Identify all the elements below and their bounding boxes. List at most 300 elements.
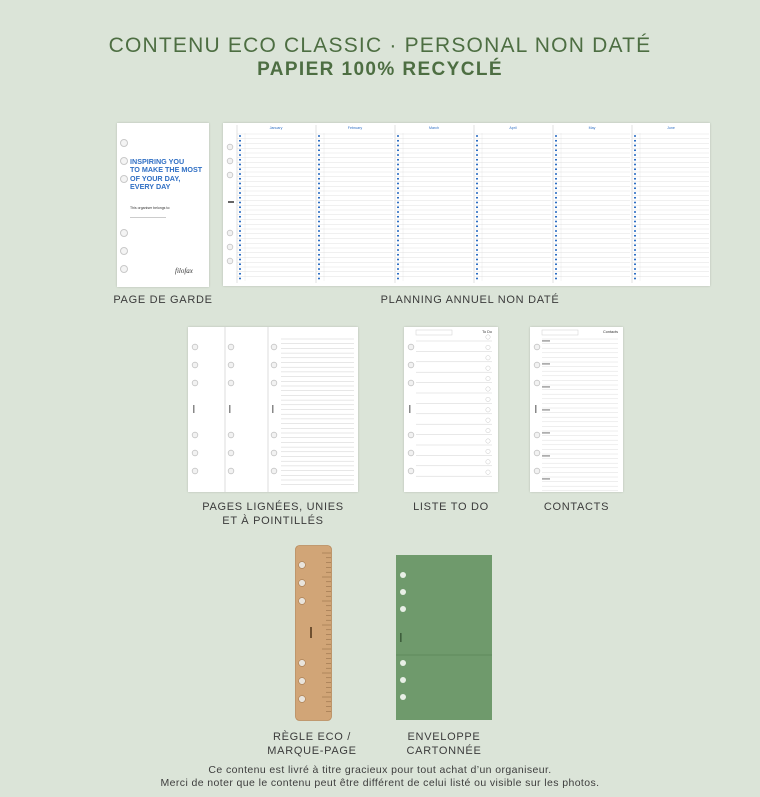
day-number — [555, 225, 557, 227]
day-number — [397, 192, 399, 194]
day-number — [634, 168, 636, 170]
day-number — [397, 164, 399, 166]
day-number — [476, 235, 478, 237]
day-number — [318, 192, 320, 194]
day-number — [634, 235, 636, 237]
day-number — [318, 168, 320, 170]
day-number — [476, 178, 478, 180]
day-number — [634, 149, 636, 151]
ruler-hole — [299, 678, 306, 685]
day-number — [397, 221, 399, 223]
day-number — [397, 168, 399, 170]
punch-hole — [271, 450, 277, 456]
day-number — [555, 268, 557, 270]
punch-hole — [228, 380, 234, 386]
day-number — [476, 254, 478, 256]
day-number — [555, 278, 557, 280]
day-number — [555, 211, 557, 213]
day-number — [397, 202, 399, 204]
day-number — [555, 154, 557, 156]
day-number — [318, 159, 320, 161]
day-number — [555, 230, 557, 232]
day-number — [634, 230, 636, 232]
day-number — [555, 273, 557, 275]
day-number — [397, 135, 399, 137]
day-number — [397, 197, 399, 199]
filofax-logo — [535, 405, 537, 413]
punch-hole — [227, 230, 233, 236]
day-number — [476, 278, 478, 280]
filofax-logo — [272, 405, 274, 413]
day-number — [634, 145, 636, 147]
day-number — [634, 259, 636, 261]
envelope-graphic — [396, 555, 492, 720]
day-number — [476, 140, 478, 142]
ruler-caption: RÈGLE ECO / MARQUE-PAGE — [267, 731, 357, 757]
todo-checkbox — [486, 470, 490, 474]
day-number — [239, 225, 241, 227]
punch-hole — [534, 450, 540, 456]
day-number — [634, 225, 636, 227]
day-number — [555, 244, 557, 246]
day-number — [555, 192, 557, 194]
punch-hole — [227, 144, 233, 150]
day-number — [555, 216, 557, 218]
punch-hole — [227, 158, 233, 164]
filofax-logo: filofax — [175, 267, 193, 275]
day-number — [239, 235, 241, 237]
month-label: January — [269, 126, 283, 130]
day-number — [397, 249, 399, 251]
day-number — [397, 206, 399, 208]
day-number — [555, 221, 557, 223]
day-number — [476, 273, 478, 275]
day-number — [239, 135, 241, 137]
day-number — [239, 149, 241, 151]
contact-field-label — [542, 386, 550, 387]
day-number — [239, 273, 241, 275]
day-number — [239, 140, 241, 142]
todo-checkbox — [486, 439, 490, 443]
day-number — [239, 254, 241, 256]
day-number — [239, 211, 241, 213]
owner-label: This organiser belongs to: — [130, 206, 171, 210]
day-number — [318, 140, 320, 142]
todo-checkbox — [486, 397, 490, 401]
day-number — [476, 225, 478, 227]
day-number — [555, 159, 557, 161]
day-number — [634, 263, 636, 265]
day-number — [634, 202, 636, 204]
punch-hole — [228, 468, 234, 474]
day-number — [397, 145, 399, 147]
punch-hole — [534, 380, 540, 386]
day-number — [634, 154, 636, 156]
day-number — [634, 211, 636, 213]
month-label: February — [347, 126, 363, 130]
day-number — [634, 178, 636, 180]
day-number — [397, 268, 399, 270]
day-number — [476, 154, 478, 156]
day-number — [239, 197, 241, 199]
day-number — [476, 149, 478, 151]
day-number — [476, 259, 478, 261]
day-number — [476, 268, 478, 270]
month-label: March — [429, 126, 439, 130]
day-number — [555, 173, 557, 175]
day-number — [239, 244, 241, 246]
ruler-hole — [299, 562, 306, 569]
day-number — [634, 273, 636, 275]
day-number — [634, 244, 636, 246]
day-number — [555, 249, 557, 251]
day-number — [397, 230, 399, 232]
day-number — [239, 249, 241, 251]
day-number — [397, 183, 399, 185]
day-number — [239, 202, 241, 204]
todo-checkbox — [486, 356, 490, 360]
day-number — [634, 192, 636, 194]
day-number — [318, 202, 320, 204]
day-number — [318, 216, 320, 218]
year-planner-caption: PLANNING ANNUEL NON DATÉ — [380, 294, 560, 306]
day-number — [397, 259, 399, 261]
day-number — [318, 135, 320, 137]
contacts-header: Contacts — [603, 330, 618, 334]
day-number — [318, 263, 320, 265]
contact-field-label — [542, 455, 550, 456]
day-number — [476, 230, 478, 232]
punch-hole — [227, 244, 233, 250]
todo-checkbox — [486, 460, 490, 464]
day-number — [634, 240, 636, 242]
day-number — [555, 263, 557, 265]
day-number — [476, 211, 478, 213]
day-number — [555, 197, 557, 199]
day-number — [397, 273, 399, 275]
day-number — [634, 164, 636, 166]
contacts-lines — [530, 327, 623, 492]
day-number — [239, 206, 241, 208]
ruler-hole — [299, 598, 306, 605]
punch-hole — [271, 468, 277, 474]
day-number — [634, 206, 636, 208]
day-number — [318, 211, 320, 213]
day-number — [476, 240, 478, 242]
day-number — [476, 159, 478, 161]
day-number — [239, 240, 241, 242]
day-number — [397, 244, 399, 246]
ruler-hole — [299, 660, 306, 667]
day-number — [397, 235, 399, 237]
day-number — [555, 149, 557, 151]
day-number — [634, 183, 636, 185]
month-label: June — [667, 126, 675, 130]
punch-hole — [192, 380, 198, 386]
day-number — [397, 154, 399, 156]
ruler-body — [296, 546, 332, 721]
todo-checkbox — [486, 428, 490, 432]
day-number — [318, 197, 320, 199]
day-number — [634, 268, 636, 270]
todo-checkbox — [486, 335, 490, 339]
day-number — [239, 183, 241, 185]
day-number — [476, 187, 478, 189]
day-number — [397, 211, 399, 213]
punch-hole — [192, 432, 198, 438]
day-number — [318, 221, 320, 223]
filofax-logo — [229, 405, 231, 413]
todo-lines — [404, 327, 498, 492]
punch-hole — [192, 468, 198, 474]
day-number — [318, 249, 320, 251]
day-number — [634, 140, 636, 142]
punch-hole — [534, 344, 540, 350]
page-title: CONTENU ECO CLASSIC · PERSONAL NON DATÉ — [108, 34, 652, 57]
day-number — [476, 197, 478, 199]
day-number — [318, 240, 320, 242]
day-number — [634, 135, 636, 137]
day-number — [239, 221, 241, 223]
filofax-logo — [193, 405, 195, 413]
day-number — [476, 168, 478, 170]
day-number — [318, 235, 320, 237]
punch-hole — [271, 344, 277, 350]
punch-hole — [192, 450, 198, 456]
month-label: April — [509, 126, 517, 130]
day-number — [318, 278, 320, 280]
envelope-hole — [400, 572, 406, 578]
day-number — [397, 278, 399, 280]
day-number — [239, 168, 241, 170]
day-number — [239, 230, 241, 232]
day-number — [318, 173, 320, 175]
eco-ruler-bookmark — [295, 545, 332, 721]
envelope-body — [396, 555, 492, 720]
contact-field-label — [542, 409, 550, 410]
inspiring-quote: INSPIRING YOU TO MAKE THE MOST OF YOUR DAY, EVERY DAY — [130, 157, 203, 192]
envelope-hole — [400, 660, 406, 666]
punch-hole — [408, 380, 414, 386]
day-number — [239, 173, 241, 175]
ruled-pages-lines — [188, 327, 358, 492]
envelope-hole — [400, 694, 406, 700]
day-number — [239, 164, 241, 166]
punch-hole — [534, 362, 540, 368]
ruler-logo — [310, 627, 312, 638]
day-number — [476, 249, 478, 251]
punch-hole — [192, 344, 198, 350]
cardboard-envelope — [396, 555, 492, 720]
title-page-sheet — [117, 123, 209, 287]
todo-checkbox — [486, 418, 490, 422]
day-number — [239, 216, 241, 218]
day-number — [634, 221, 636, 223]
envelope-hole — [400, 606, 406, 612]
day-number — [476, 244, 478, 246]
punch-hole — [228, 362, 234, 368]
day-number — [318, 268, 320, 270]
todo-checkbox — [486, 387, 490, 391]
contacts-title-box — [542, 330, 578, 335]
ruled-pages-caption: PAGES LIGNÉES, UNIES ET À POINTILLÉS — [202, 501, 344, 527]
todo-checkbox — [486, 366, 490, 370]
day-number — [555, 202, 557, 204]
footer-note-line1: Ce contenu est livré à titre gracieux pour tout achat d’un organiseur. — [208, 764, 552, 776]
punch-hole — [408, 450, 414, 456]
ruled-pages-sheet — [188, 327, 358, 492]
day-number — [397, 254, 399, 256]
day-number — [318, 259, 320, 261]
contact-field-label — [542, 363, 550, 364]
year-planner-grid — [223, 123, 710, 286]
day-number — [239, 154, 241, 156]
day-number — [634, 216, 636, 218]
punch-hole — [228, 432, 234, 438]
punch-hole — [271, 432, 277, 438]
day-number — [555, 135, 557, 137]
day-number — [555, 178, 557, 180]
todo-checkbox — [486, 376, 490, 380]
day-number — [397, 178, 399, 180]
punch-hole — [227, 258, 233, 264]
todo-title-box — [416, 330, 452, 335]
day-number — [555, 187, 557, 189]
title-page-caption: PAGE DE GARDE — [113, 294, 213, 306]
day-number — [397, 149, 399, 151]
day-number — [318, 178, 320, 180]
day-number — [318, 145, 320, 147]
day-number — [555, 235, 557, 237]
day-number — [239, 263, 241, 265]
filofax-logo — [228, 201, 234, 203]
day-number — [397, 216, 399, 218]
owner-line — [130, 217, 166, 218]
day-number — [476, 221, 478, 223]
day-number — [476, 135, 478, 137]
month-label: May — [588, 126, 596, 130]
day-number — [318, 230, 320, 232]
day-number — [397, 225, 399, 227]
day-number — [476, 183, 478, 185]
punch-hole — [408, 344, 414, 350]
day-number — [318, 149, 320, 151]
day-number — [239, 278, 241, 280]
day-number — [239, 178, 241, 180]
day-number — [239, 159, 241, 161]
day-number — [555, 259, 557, 261]
day-number — [239, 259, 241, 261]
day-number — [318, 273, 320, 275]
day-number — [634, 187, 636, 189]
day-number — [476, 173, 478, 175]
day-number — [634, 278, 636, 280]
envelope-caption: ENVELOPPE CARTONNÉE — [406, 731, 482, 757]
day-number — [239, 145, 241, 147]
day-number — [634, 254, 636, 256]
day-number — [397, 240, 399, 242]
day-number — [239, 187, 241, 189]
page-subtitle: PAPIER 100% RECYCLÉ — [257, 59, 503, 80]
ruler-hole — [299, 696, 306, 703]
day-number — [476, 192, 478, 194]
day-number — [318, 187, 320, 189]
todo-sheet — [404, 327, 498, 492]
day-number — [239, 268, 241, 270]
day-number — [476, 145, 478, 147]
punch-hole — [271, 362, 277, 368]
punch-hole — [228, 344, 234, 350]
day-number — [555, 145, 557, 147]
punch-hole — [271, 380, 277, 386]
ruler-graphic — [295, 545, 332, 721]
day-number — [476, 164, 478, 166]
punch-hole — [534, 468, 540, 474]
day-number — [397, 187, 399, 189]
day-number — [555, 183, 557, 185]
day-number — [634, 159, 636, 161]
punch-hole — [227, 172, 233, 178]
day-number — [318, 225, 320, 227]
punch-hole — [408, 468, 414, 474]
day-number — [555, 240, 557, 242]
day-number — [634, 249, 636, 251]
punch-hole — [408, 432, 414, 438]
day-number — [318, 154, 320, 156]
envelope-hole — [400, 589, 406, 595]
day-number — [555, 164, 557, 166]
day-number — [397, 140, 399, 142]
day-number — [634, 173, 636, 175]
contacts-caption: CONTACTS — [543, 501, 610, 513]
punch-hole — [534, 432, 540, 438]
ruler-hole — [299, 580, 306, 587]
day-number — [476, 202, 478, 204]
todo-header: To Do — [482, 330, 492, 334]
day-number — [555, 140, 557, 142]
envelope-logo — [400, 633, 402, 642]
day-number — [318, 164, 320, 166]
punch-hole — [228, 450, 234, 456]
contact-field-label — [542, 340, 550, 341]
day-number — [318, 244, 320, 246]
day-number — [476, 263, 478, 265]
day-number — [476, 206, 478, 208]
day-number — [239, 192, 241, 194]
punch-hole — [408, 362, 414, 368]
day-number — [555, 254, 557, 256]
footer-note-line2: Merci de noter que le contenu peut être différent de celui listé ou visible sur les photos. — [160, 777, 600, 789]
todo-checkbox — [486, 408, 490, 412]
day-number — [476, 216, 478, 218]
contact-field-label — [542, 432, 550, 433]
day-number — [397, 173, 399, 175]
contact-field-label — [542, 478, 550, 479]
day-number — [555, 168, 557, 170]
todo-checkbox — [486, 449, 490, 453]
todo-caption: LISTE TO DO — [413, 501, 489, 513]
day-number — [397, 159, 399, 161]
punch-hole — [192, 362, 198, 368]
envelope-hole — [400, 677, 406, 683]
todo-checkbox — [486, 345, 490, 349]
year-planner-sheet — [223, 123, 710, 286]
day-number — [634, 197, 636, 199]
day-number — [318, 183, 320, 185]
day-number — [318, 206, 320, 208]
day-number — [555, 206, 557, 208]
day-number — [318, 254, 320, 256]
